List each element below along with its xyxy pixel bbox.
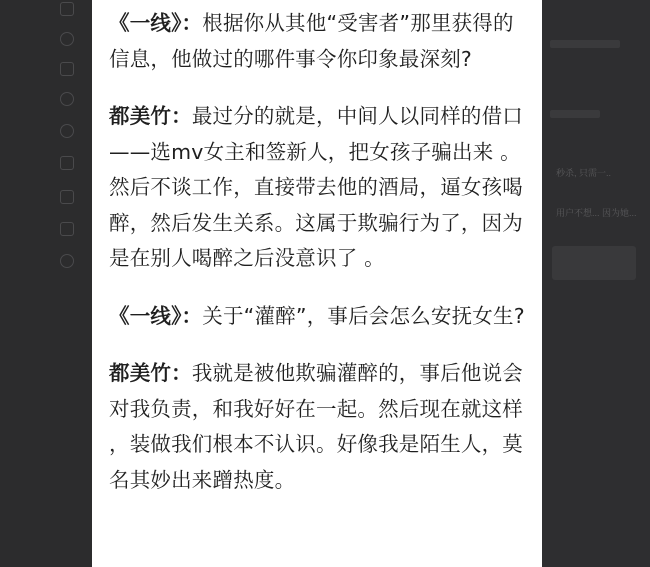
interview-question — [109, 6, 534, 77]
interview-question — [109, 299, 534, 335]
profile-icon — [60, 92, 74, 106]
bg-placeholder-line — [550, 110, 600, 118]
user-icon — [60, 32, 74, 46]
article-card — [92, 0, 542, 567]
menu-icon — [60, 2, 74, 16]
bg-text: 秒杀, 只需一.. — [556, 168, 612, 178]
bg-text: 用户不想... 因为她... — [556, 208, 637, 218]
chat-icon — [60, 254, 74, 268]
leaf-icon — [60, 190, 74, 204]
copy-icon — [60, 222, 74, 236]
paragraph-text: 我就是被他欺骗灌醉的，事后他说会对我负责，和我好好在一起。然后现在就这样 ，装做我们根本不认识。好像我是陌生人，莫名其妙出来蹭热度。 — [109, 361, 524, 492]
background-sidebar — [0, 0, 92, 567]
speaker-label: 都美竹： — [109, 361, 192, 385]
interview-answer — [109, 356, 534, 498]
speaker-label: 《一线》： — [109, 303, 203, 328]
screen-icon — [60, 62, 74, 76]
image-icon — [60, 156, 74, 170]
speaker-label: 都美竹： — [109, 104, 192, 128]
play-icon — [60, 124, 74, 138]
bg-placeholder-box — [552, 246, 636, 280]
speaker-label: 《一线》： — [109, 11, 203, 35]
bg-placeholder-line — [550, 40, 620, 48]
background-right-panel — [542, 0, 650, 567]
paragraph-text: 最过分的就是，中间人以同样的借口——选mv女主和签新人，把女孩子骗出来 。然后不谈工作，直接带去他的酒局，逼女孩喝醉，然后发生关系。这属于欺骗行为了，因为是在别人喝醉之后没意识了 。 — [109, 104, 524, 270]
interview-answer — [109, 99, 534, 277]
paragraph-text: 根据你从其他“受害者”那里获得的信息，他做过的哪件事令你印象最深刻? — [109, 11, 514, 71]
paragraph-text: 关于“灌醉”，事后会怎么安抚女生? — [202, 303, 525, 328]
